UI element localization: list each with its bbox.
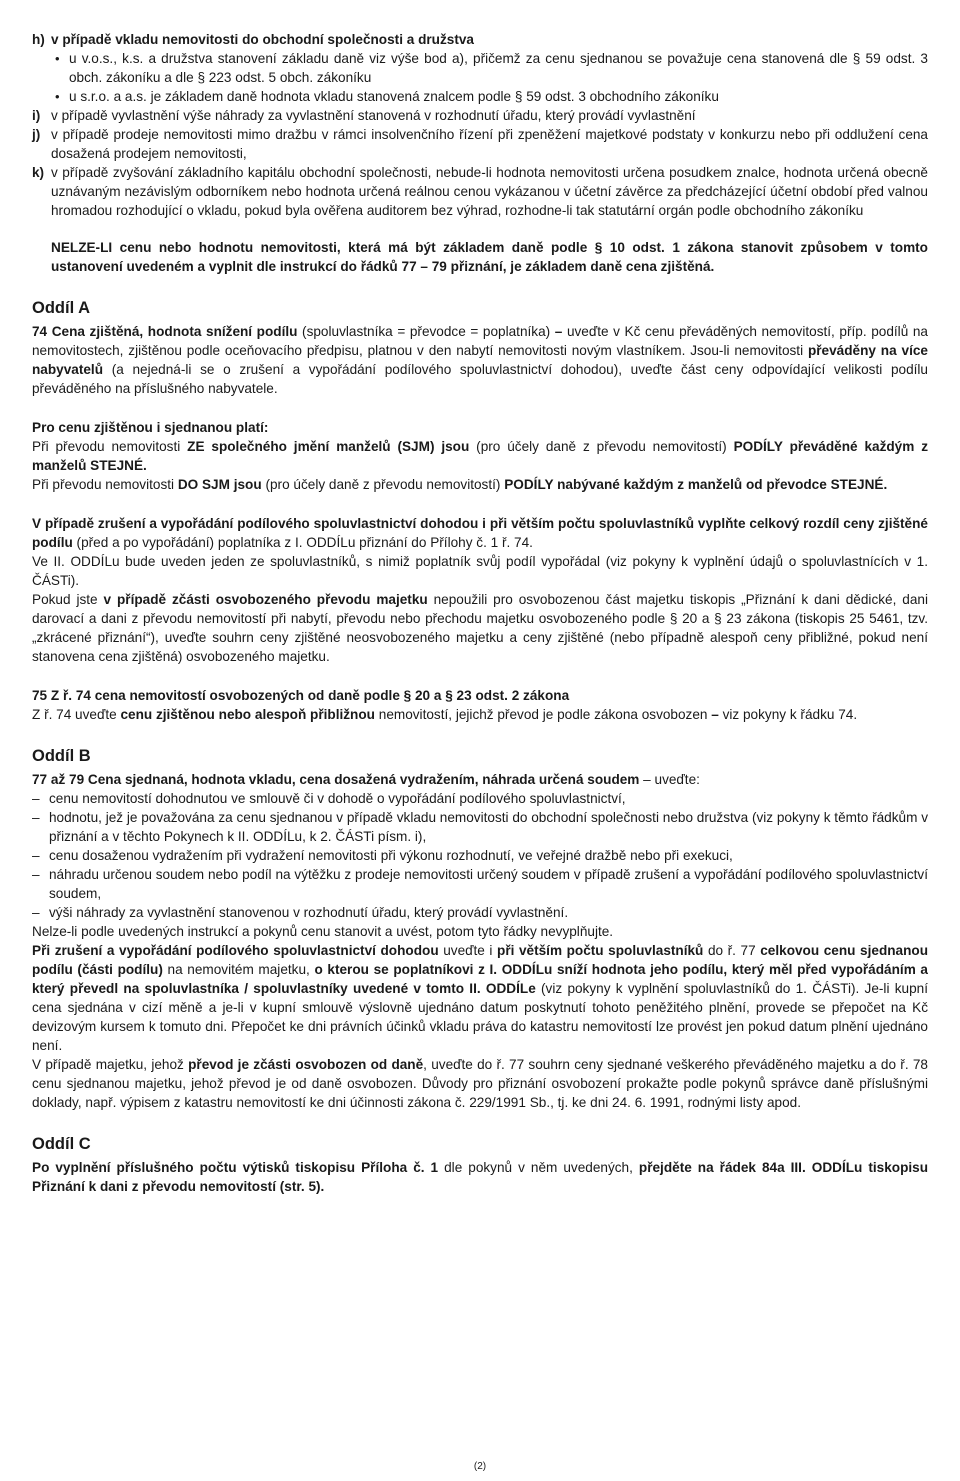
nelze-paragraph: Nelze-li podle uvedených instrukcí a pokynů cenu stanovit a uvést, potom tyto řádky nevyplňujte. xyxy=(32,924,614,939)
bullet-text: u s.r.o. a a.s. je základem daně hodnota vkladu stanovená znalcem podle § 59 odst. 3 obchodního zákoníku xyxy=(69,89,719,104)
list-item-text: cenu dosaženou vydražením při vydražení nemovitosti při výkonu rozhodnutí, ve veřejné dražbě nebo při exekuci, xyxy=(49,848,733,863)
zruseni-paragraph xyxy=(32,514,928,552)
text-span: V případě zrušení a vypořádání podílového spoluvlastnictví dohodou i při větším počtu spoluvlastníků vyplňte celkový rozdíl ceny zjištěné podílu xyxy=(32,516,928,550)
document-page xyxy=(32,30,928,1196)
text-span: převod je zčásti osvobozen od daně xyxy=(188,1057,424,1072)
bullet-text: u v.o.s., k.s. a družstva stanovení základu daně viz výše bod a), přičemž za cenu sjednanou se považuje cena stanovená dle § 59 odst. 3 obch. zákoníku a dle § 223 odst. 5 obch. zákoníku xyxy=(69,51,928,85)
text-span: (spoluvlastníka = převodce = poplatníka) xyxy=(297,324,555,339)
item-h xyxy=(32,30,928,49)
text-span: v případě zčásti osvobozeného převodu majetku xyxy=(103,592,428,607)
row-75-heading: 75 Z ř. 74 cena nemovitostí osvobozených od daně podle § 20 a § 23 odst. 2 zákona xyxy=(32,688,570,703)
item-label: i) xyxy=(32,108,41,123)
item-k xyxy=(32,163,928,220)
text-span: Při převodu nemovitosti xyxy=(32,439,188,454)
item-i xyxy=(32,106,928,125)
rows-77-79-intro xyxy=(32,770,928,789)
item-text: v případě prodeje nemovitosti mimo dražbu v rámci insolvenčního řízení při zpeněžení majetkové podstaty v konkurzu nebo při oddlužení cena dosažená prodejem nemovitosti, xyxy=(51,127,928,161)
text-span: PODÍLY převáděné každým z manželů STEJNÉ. xyxy=(32,439,928,473)
item-text: v případě vyvlastnění výše náhrady za vyvlastnění stanovená v rozhodnutí úřadu, který provádí vyvlastnění xyxy=(51,108,696,123)
list-item-text: hodnotu, jež je považována za cenu sjednanou v případě vkladu nemovitosti do obchodní společnosti nebo družstva (viz pokyny k těmto řádkům v přiznání a v těchto Pokynech k II. ODDÍLu, k 2. ČÁSTi písm. i), xyxy=(49,810,928,844)
partial-exempt-paragraph-b xyxy=(32,1055,928,1112)
item-text: v případě zvyšování základního kapitálu obchodní společnosti, nebude-li hodnota nemovitosti určena posudkem znalce, hodnota určená obecně uznávaným nezávislým odborníkem nebo hodnota určená reálnou cenou vykázanou v účetní závěrce za předcházející účetní období před valnou hromadou rozhodující o vkladu, pokud byla ověřena auditorem bez výhrad, rozhodne-li tak statutární orgán podle obchodního zákoníku xyxy=(51,165,928,218)
zruseni-paragraph-b xyxy=(32,941,928,1055)
text-span: na nemovitém majetku, xyxy=(162,962,315,977)
text-span: – xyxy=(554,324,563,339)
text-span: ZE společného jmění manželů (SJM) jsou xyxy=(187,439,470,454)
text-span: dle pokynů v něm uvedených, xyxy=(438,1160,639,1175)
text-span: (pro účely daně z převodu nemovitostí) xyxy=(469,439,734,454)
text-span: Pokud jste xyxy=(32,592,104,607)
dash-marker: – xyxy=(32,791,40,806)
item-text: v případě vkladu nemovitosti do obchodní společnosti a družstva xyxy=(51,32,474,47)
text-span: – uveďte: xyxy=(639,772,700,787)
pro-heading: Pro cenu zjištěnou i sjednanou platí: xyxy=(32,420,269,435)
pro-paragraph-2 xyxy=(32,475,928,494)
item-label: j) xyxy=(32,127,41,142)
text-span: cenu zjištěnou nebo alespoň přibližnou xyxy=(120,707,375,722)
section-c-heading: Oddíl C xyxy=(32,1135,91,1153)
dash-marker: – xyxy=(32,905,40,920)
section-b-heading: Oddíl B xyxy=(32,747,91,765)
text-span: – xyxy=(711,707,719,722)
text-span: uveďte v Kč cenu převáděných nemovitostí, příp. podílů na nemovitostech, zjištěnou podle oceňovacího předpisu, platnou v den nabytí nemovitosti novým vlastníkem. Jsou-li nemovitosti xyxy=(32,324,928,358)
dash-marker: – xyxy=(32,810,40,825)
partial-exempt-paragraph xyxy=(32,590,928,666)
item-label: k) xyxy=(32,165,45,180)
list-item-text: náhradu určenou soudem nebo podíl na výtěžku z prodeje nemovitosti určený soudem v případě zrušení a vypořádání podílového spoluvlastnictví soudem, xyxy=(49,867,928,901)
text-span: (pro účely daně z převodu nemovitostí) xyxy=(261,477,505,492)
text-span: 77 až 79 Cena sjednaná, hodnota vkladu, cena dosažená vydražením, náhrada určená soudem xyxy=(32,772,640,787)
text-span: Z ř. 74 uveďte xyxy=(32,707,121,722)
row-74-paragraph xyxy=(32,322,928,398)
list-item-text: výši náhrady za vyvlastnění stanovenou v rozhodnutí úřadu, který provádí vyvlastnění. xyxy=(49,905,569,920)
list-item xyxy=(32,865,928,903)
section-a-heading: Oddíl A xyxy=(32,299,91,317)
bullet-item xyxy=(51,49,928,87)
text-span: nemovitostí, jejichž převod je podle zákona osvobozen xyxy=(374,707,712,722)
text-span: uveďte i xyxy=(438,943,498,958)
dash-marker: – xyxy=(32,848,40,863)
text-span: V případě majetku, jehož xyxy=(32,1057,189,1072)
bullet-icon: • xyxy=(55,89,60,104)
text-span: celkovou cenu sjednanou podílu (části podílu) xyxy=(32,943,929,977)
row-75-paragraph xyxy=(32,705,928,724)
text-span: do ř. 77 xyxy=(703,943,761,958)
text-span: viz pokyny k řádku 74. xyxy=(718,707,858,722)
text-span: , uveďte do ř. 77 souhrn ceny sjednané veškerého převáděného majetku a do ř. 78 cenu sjednanou majetku, jehož převod je od daně osvobozen. Důvody pro přiznání osvobození prokažte podle pokynů správce daně příslušnými doklady, např. výpisem z katastru nemovitostí ke dni účinnosti zákona č. 229/1991 Sb., tj. ke dni 24. 6. 1991, rodnými listy apod. xyxy=(32,1057,928,1110)
text-span: nepoužili pro osvobozenou část majetku tiskopis „Přiznání k dani dědické, dani darovací a dani z převodu nemovitostí při nabytí, převodu nebo přechodu majetku osvobozeného podle § 20 a § 23 zákona (tiskopis 25 5461, tzv. „zkrácené přiznání“), uveďte souhrn ceny zjištěné neosvobozeného majetku a ceny zjištěné (nebo případně alespoň ceny přibližné, pokud není stanovena cena zjištěná) osvobozeného majetku. xyxy=(32,592,928,664)
text-span: (viz pokyny k vyplnění spoluvlastníků do 1. ČÁSTi). Je-li kupní cena sjednána v cizí měně a je-li v kupní smlouvě výslovně ujednáno datum poskytnutí tohoto peněžitého plnění, provede se přepočet na Kč devizovým kursem k tomuto dni. Přepočet ke dni právních účinků vkladu práva do katastru nemovitostí lze provést jen pokud datum plnění ujednáno není. xyxy=(32,981,928,1053)
bullet-icon: • xyxy=(55,51,60,66)
section-c-paragraph xyxy=(32,1158,928,1196)
text-span: Po vyplnění příslušného počtu výtisků tiskopisu Příloha č. 1 xyxy=(32,1160,439,1175)
nelze-note: NELZE-LI cenu nebo hodnotu nemovitosti, která má být základem daně podle § 10 odst. 1 zákona stanovit způsobem v tomto ustanovení uvedeném a vyplnit dle instrukcí do řádků 77 – 79 přiznání, je základem daně cena zjištěná. xyxy=(51,240,928,274)
text-span: (před a po vypořádání) poplatníka z I. ODDÍLu přiznání do Přílohy č. 1 ř. 74. xyxy=(72,535,533,550)
text-span: Při zrušení a vypořádání podílového spoluvlastnictví dohodou xyxy=(32,943,439,958)
pro-paragraph-1 xyxy=(32,437,928,475)
text-span: o kterou se poplatníkovi z I. ODDÍLu sníží hodnota jeho podílu, který měl před vypořádáním a který převedl na spoluvlastníka / spoluvlastníky uvedené v tomto II. ODDÍLe xyxy=(32,962,928,996)
item-label: h) xyxy=(32,32,45,47)
list-item xyxy=(32,846,928,865)
oddil-ii-paragraph: Ve II. ODDÍLu bude uveden jeden ze spoluvlastníků, s nimiž poplatník svůj podíl vypořádal (viz pokyny k vyplnění údajů o spoluvlastnících v 1. ČÁSTi). xyxy=(32,554,928,588)
text-span: PODÍLY nabývané každým z manželů od převodce STEJNÉ. xyxy=(504,477,888,492)
bullet-item xyxy=(51,87,928,106)
list-item xyxy=(32,808,928,846)
text-span: přejděte na řádek 84a III. ODDÍLu tiskopisu Přiznání k dani z převodu nemovitostí (str. 5). xyxy=(32,1160,929,1194)
list-item xyxy=(32,789,928,808)
text-span: při větším počtu spoluvlastníků xyxy=(497,943,704,958)
dash-list xyxy=(32,789,928,922)
text-span: DO SJM jsou xyxy=(177,477,262,492)
list-item-text: cenu nemovitostí dohodnutou ve smlouvě či v dohodě o vypořádání podílového spoluvlastnictví, xyxy=(49,791,626,806)
text-span: převáděny na více nabyvatelů xyxy=(32,343,928,377)
bullet-list xyxy=(32,49,928,106)
dash-marker: – xyxy=(32,867,40,882)
row-74-title: 74 Cena zjištěná, hodnota snížení podílu xyxy=(32,324,298,339)
text-span: Při převodu nemovitosti xyxy=(32,477,178,492)
text-span: (a nejedná-li se o zrušení a vypořádání podílového spoluvlastnictví dohodou), uveďte část ceny odpovídající velikosti podílu převáděného na příslušného nabyvatele. xyxy=(32,362,928,396)
page-number: (2) xyxy=(473,1461,487,1472)
list-item xyxy=(32,903,928,922)
item-j xyxy=(32,125,928,163)
